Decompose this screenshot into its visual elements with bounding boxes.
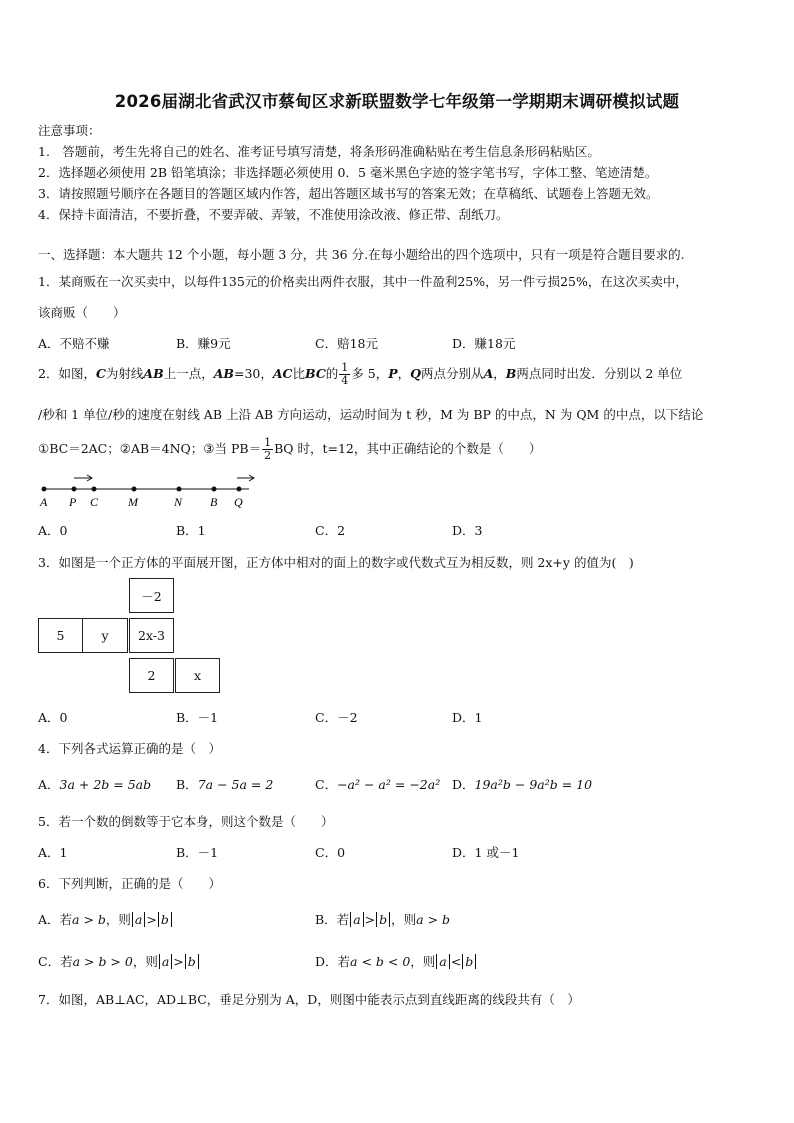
q5-option-a: A．1: [38, 845, 68, 860]
q2-var: B: [505, 366, 517, 381]
fraction-denominator: 2: [264, 449, 272, 462]
q2-var: Q: [410, 366, 422, 381]
cube-net-cell: 2: [129, 658, 174, 693]
absolute-value: b: [462, 954, 476, 969]
q2-text: 的: [325, 366, 339, 381]
option-text: B．若: [315, 912, 350, 927]
q7-stem: 7．如图，AB⊥AC，AD⊥BC，垂足分别为 A，D，则图中能表示点到直线距离的线段共有（ ）: [38, 992, 580, 1007]
q5-option-b: B．－1: [176, 845, 219, 860]
notice-item-1: 1. 答题前，考生先将自己的姓名、准考证号填写清楚，将条形码准确粘贴在考生信息条形码粘贴区。: [38, 144, 600, 159]
point-label: M: [128, 495, 138, 509]
option-text: ，则: [105, 912, 131, 927]
option-text: D．若: [315, 954, 351, 969]
q3-stem: 3．如图是一个正方体的平面展开图，正方体中相对的面上的数字或代数式互为相反数，则 2x+y 的值为( ): [38, 555, 634, 570]
option-letter: C．: [315, 777, 338, 792]
math-expression: 19a²b − 9a²b = 10: [474, 777, 593, 792]
math-relation: >: [364, 912, 376, 927]
q2-var: BC: [305, 366, 326, 381]
q6-option-c: [38, 952, 200, 970]
cube-net-cell: y: [83, 618, 128, 653]
q3-option-c: C．－2: [315, 710, 358, 725]
q2-stem-line2: /秒和 1 单位/秒的速度在射线 AB 上沿 AB 方向运动，运动时间为 t 秒，M 为 BP 的中点，N 为 QM 的中点，以下结论: [38, 407, 704, 422]
notice-item-3: 3．请按照题号顺序在各题目的答题区域内作答，超出答题区域书写的答案无效；在草稿纸、试题卷上答题无效。: [38, 186, 659, 201]
absolute-value: a: [159, 954, 172, 969]
fraction: [339, 362, 350, 387]
q2-var: AC: [272, 366, 293, 381]
fraction-numerator: 1: [264, 436, 272, 449]
q2-var: AB: [143, 366, 164, 381]
q2-stem-line1: [38, 360, 682, 388]
q2-text: 为射线: [105, 366, 144, 381]
option-text: C．若: [38, 954, 73, 969]
math-expression: a > b: [72, 912, 106, 927]
cube-net-cell: －2: [129, 578, 174, 613]
q6-option-a: [38, 910, 173, 928]
notice-heading: 注意事项：: [38, 123, 101, 138]
page-title: 2026届湖北省武汉市蔡甸区求新联盟数学七年级第一学期期末调研模拟试题: [114, 92, 680, 111]
math-expression: 3a + 2b = 5ab: [59, 777, 152, 792]
q4-option-a: [38, 775, 151, 793]
q2-option-a: A．0: [38, 523, 68, 538]
math-relation: >: [146, 912, 157, 927]
q1-stem-line1: 1．某商贩在一次买卖中，以每件135元的价格卖出两件衣服，其中一件盈利25%，另一件亏损25%，在这次买卖中，: [38, 274, 688, 289]
fraction-numerator: 1: [341, 361, 349, 374]
q2-text: 多 5，: [351, 366, 389, 381]
q6-option-b: [315, 910, 450, 928]
q2-var: P: [388, 366, 398, 381]
q2-option-c: C．2: [315, 523, 346, 538]
q4-stem: 4．下列各式运算正确的是（ ）: [38, 741, 221, 756]
q2-text: 两点分别从: [421, 366, 484, 381]
absolute-value: a: [132, 912, 145, 927]
q2-conclusion-text: ①BC＝2AC；②AB＝4NQ；③当 PB＝: [38, 441, 262, 456]
q5-stem: 5．若一个数的倒数等于它本身，则这个数是（ ）: [38, 814, 334, 829]
option-text: ，则: [132, 954, 158, 969]
option-text: ，则: [391, 912, 417, 927]
q1-option-c: C．赔18元: [315, 336, 378, 351]
q2-text: ，: [493, 366, 506, 381]
q6-stem: 6．下列判断，正确的是（ ）: [38, 876, 221, 891]
q3-option-d: D．1: [452, 710, 483, 725]
fraction: [262, 437, 273, 462]
cube-net-cell: 5: [38, 618, 83, 653]
math-expression: a < b < 0: [350, 954, 411, 969]
notice-item-4: 4．保持卡面清洁，不要折叠，不要弄破、弄皱，不准使用涂改液、修正带、刮纸刀。: [38, 207, 509, 222]
notice-item-2: 2．选择题必须使用 2B 铅笔填涂；非选择题必须使用 0．5 毫米黑色字迹的签字笔书写，字体工整、笔迹清楚。: [38, 165, 658, 180]
q2-ray-figure: [34, 468, 264, 512]
section-heading: 一、选择题：本大题共 12 个小题，每小题 3 分，共 36 分.在每小题给出的四个选项中，只有一项是符合题目要求的.: [38, 247, 685, 262]
math-expression: 7a − 5a = 2: [197, 777, 274, 792]
absolute-value: a: [436, 954, 449, 969]
absolute-value: b: [185, 954, 199, 969]
q2-text: 2．如图，: [38, 366, 96, 381]
math-expression: a > b: [416, 912, 451, 927]
absolute-value: b: [158, 912, 172, 927]
point-label: B: [210, 495, 218, 509]
q2-text: =30，: [233, 366, 273, 381]
option-letter: A．: [38, 777, 60, 792]
q2-text: ，: [397, 366, 411, 381]
option-letter: B．: [176, 777, 198, 792]
fraction-denominator: 4: [341, 374, 349, 387]
absolute-value: a: [350, 912, 363, 927]
q4-option-c: [315, 775, 440, 793]
q1-stem-line2: 该商贩（ ）: [38, 305, 126, 320]
q3-option-a: A．0: [38, 710, 68, 725]
point-c: [92, 487, 97, 492]
point-a: [42, 487, 47, 492]
q2-option-b: B．1: [176, 523, 206, 538]
point-q: [237, 487, 242, 492]
q2-conclusion-text: BQ 时，t=12，其中正确结论的个数是（ ）: [274, 441, 542, 456]
point-label: C: [90, 495, 99, 509]
point-n: [177, 487, 182, 492]
point-label: A: [40, 495, 48, 509]
q4-option-d: [452, 775, 592, 793]
q2-text: 比: [292, 366, 306, 381]
q2-conclusions: [38, 434, 541, 464]
point-p: [72, 487, 77, 492]
point-m: [132, 487, 137, 492]
q3-option-b: B．－1: [176, 710, 219, 725]
option-text: ，则: [410, 954, 436, 969]
math-relation: <: [450, 954, 462, 969]
absolute-value: b: [376, 912, 390, 927]
math-expression: a > b > 0: [72, 954, 133, 969]
math-expression: −a² − a² = −2a²: [337, 777, 441, 792]
q2-option-d: D．3: [452, 523, 483, 538]
point-label: P: [69, 495, 77, 509]
q2-var: A: [483, 366, 494, 381]
q2-var: AB: [213, 366, 234, 381]
q2-var: C: [95, 366, 106, 381]
q1-option-a: A．不赔不赚: [38, 336, 110, 351]
point-label: Q: [234, 495, 243, 509]
q1-option-b: B．赚9元: [176, 336, 231, 351]
q6-option-d: [315, 952, 477, 970]
point-label: N: [174, 495, 183, 509]
point-b: [212, 487, 217, 492]
q4-option-b: [176, 775, 273, 793]
q5-option-d: D．1 或－1: [452, 845, 520, 860]
q2-text: 两点同时出发．分别以 2 单位: [516, 366, 683, 381]
q5-option-c: C．0: [315, 845, 346, 860]
option-letter: D．: [452, 777, 475, 792]
cube-net-cell: x: [175, 658, 220, 693]
cube-net-cell: 2x-3: [129, 618, 174, 653]
q2-text: 上一点，: [163, 366, 214, 381]
q1-option-d: D．赚18元: [452, 336, 516, 351]
option-text: A．若: [38, 912, 73, 927]
math-relation: >: [173, 954, 184, 969]
